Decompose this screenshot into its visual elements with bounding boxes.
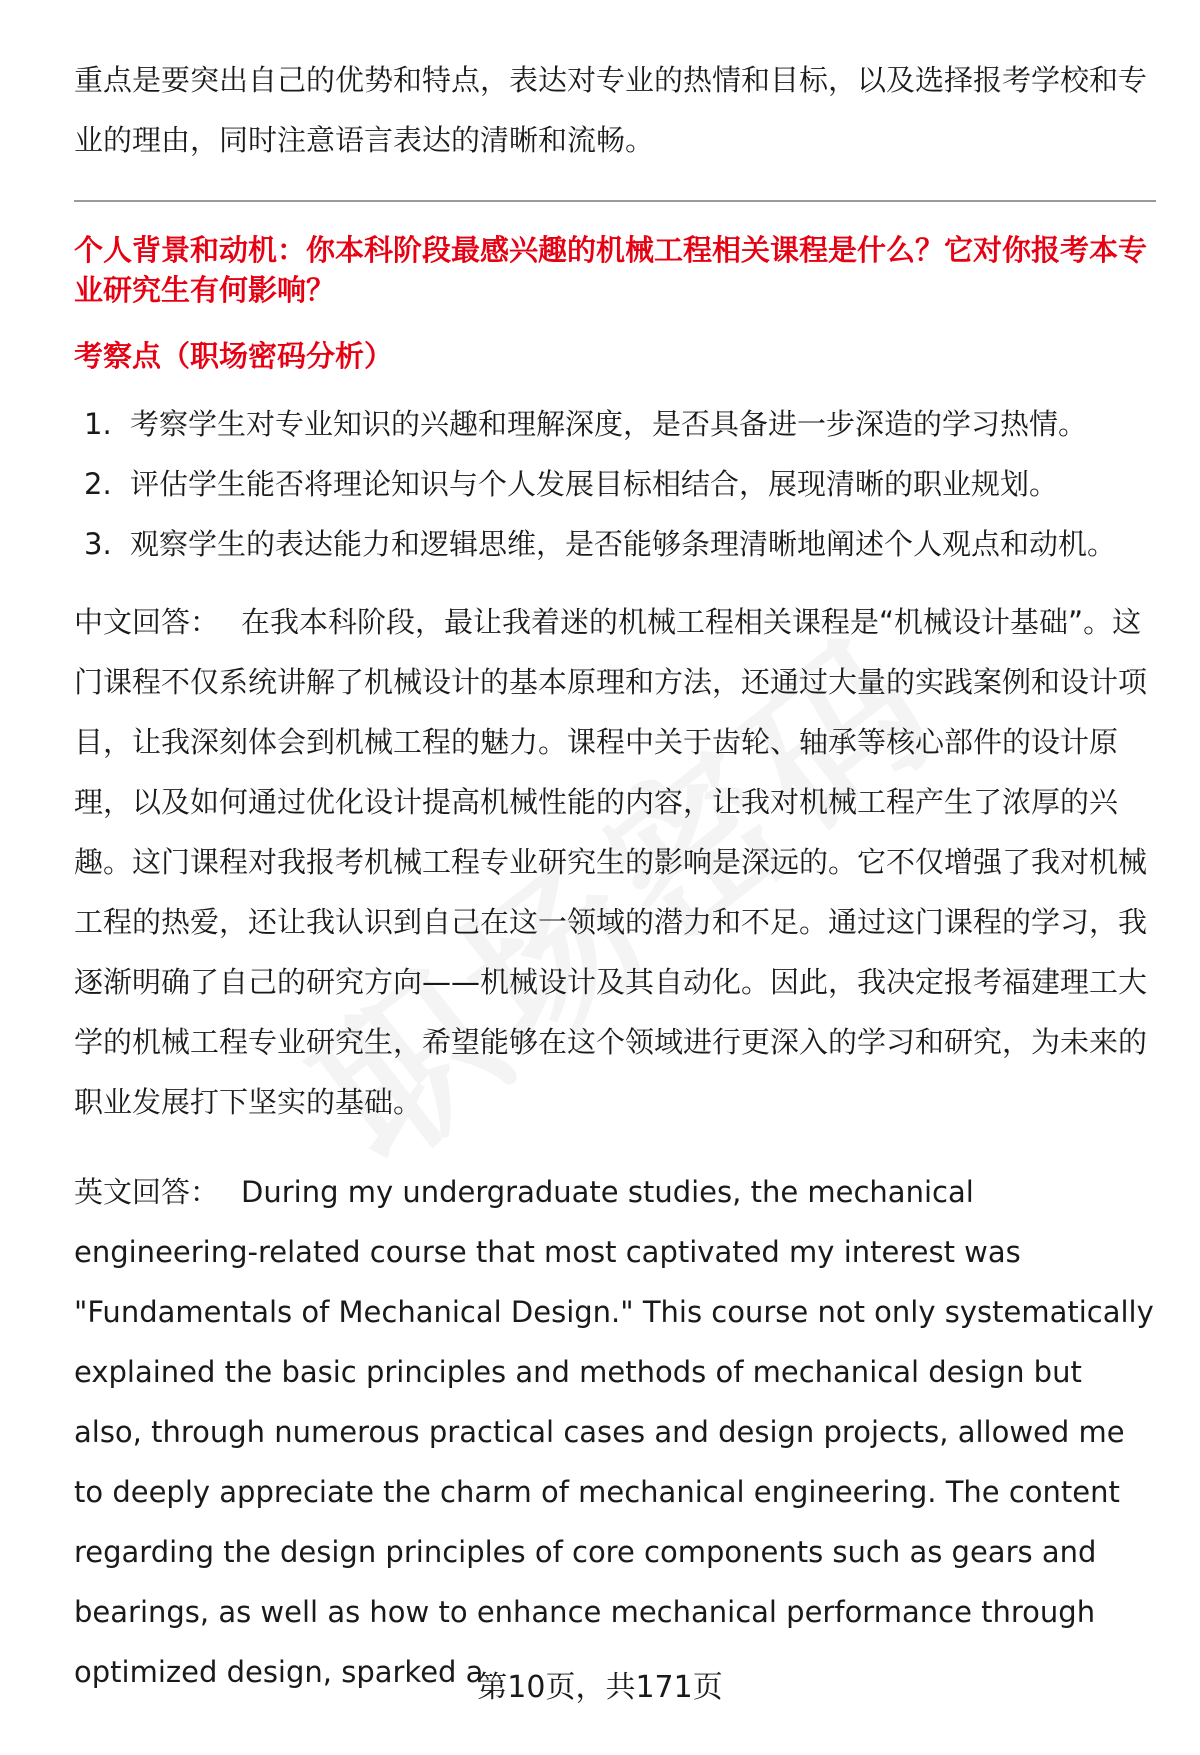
section-label: 考察点（职场密码分析） bbox=[74, 339, 394, 373]
chinese-answer bbox=[74, 592, 1156, 1132]
page-footer: 第10页，共171页 bbox=[477, 1670, 723, 1705]
section-divider bbox=[74, 200, 1156, 202]
list-item bbox=[74, 514, 1156, 574]
question-heading: 个人背景和动机：你本科阶段最感兴趣的机械工程相关课程是什么？它对你报考本专业研究生有何影响？ bbox=[74, 233, 1148, 307]
intro-paragraph: 重点是要突出自己的优势和特点，表达对专业的热情和目标，以及选择报考学校和专业的理由，同时注意语言表达的清晰和流畅。 bbox=[74, 63, 1148, 157]
list-number: 1. bbox=[84, 407, 112, 441]
assessment-points-list bbox=[74, 394, 1156, 574]
list-item bbox=[74, 394, 1156, 454]
list-number: 3. bbox=[84, 527, 112, 561]
english-answer-label: 英文回答： bbox=[74, 1175, 220, 1209]
list-item-text: 观察学生的表达能力和逻辑思维，是否能够条理清晰地阐述个人观点和动机。 bbox=[130, 527, 1117, 561]
document-page bbox=[74, 50, 1156, 1702]
chinese-answer-label: 中文回答： bbox=[74, 605, 220, 639]
english-answer bbox=[74, 1162, 1156, 1702]
list-number: 2. bbox=[84, 467, 112, 501]
list-item-text: 考察学生对专业知识的兴趣和理解深度，是否具备进一步深造的学习热情。 bbox=[130, 407, 1088, 441]
chinese-answer-text: 在我本科阶段，最让我着迷的机械工程相关课程是“机械设计基础”。这门课程不仅系统讲解了机械设计的基本原理和方法，还通过大量的实践案例和设计项目，让我深刻体会到机械工程的魅力。课程中关于齿轮、轴承等核心部件的设计原理，以及如何通过优化设计提高机械性能的内容，让我对机械工程产生了浓厚的兴趣。这门课程对我报考机械工程专业研究生的影响是深远的。它不仅增强了我对机械工程的热爱，还让我认识到自己在这一领域的潜力和不足。通过这门课程的学习，我逐渐明确了自己的研究方向——机械设计及其自动化。因此，我决定报考福建理工大学的机械工程专业研究生，希望能够在这个领域进行更深入的学习和研究，为未来的职业发展打下坚实的基础。 bbox=[74, 605, 1148, 1119]
list-item-text: 评估学生能否将理论知识与个人发展目标相结合，展现清晰的职业规划。 bbox=[130, 467, 1059, 501]
english-answer-text: During my undergraduate studies, the mechanical engineering-related course that most captivated my interest was "Fundamentals of Mechanical Design." This course not only systematically explained the basic principles and methods of mechanical design but also, through numerous practical cases and design projects, allowed me to deeply appreciate the charm of mechanical engineering. The content regarding the design principles of core components such as gears and bearings, as well as how to enhance mechanical performance through optimized design, sparked a bbox=[74, 1175, 1154, 1689]
list-item bbox=[74, 454, 1156, 514]
